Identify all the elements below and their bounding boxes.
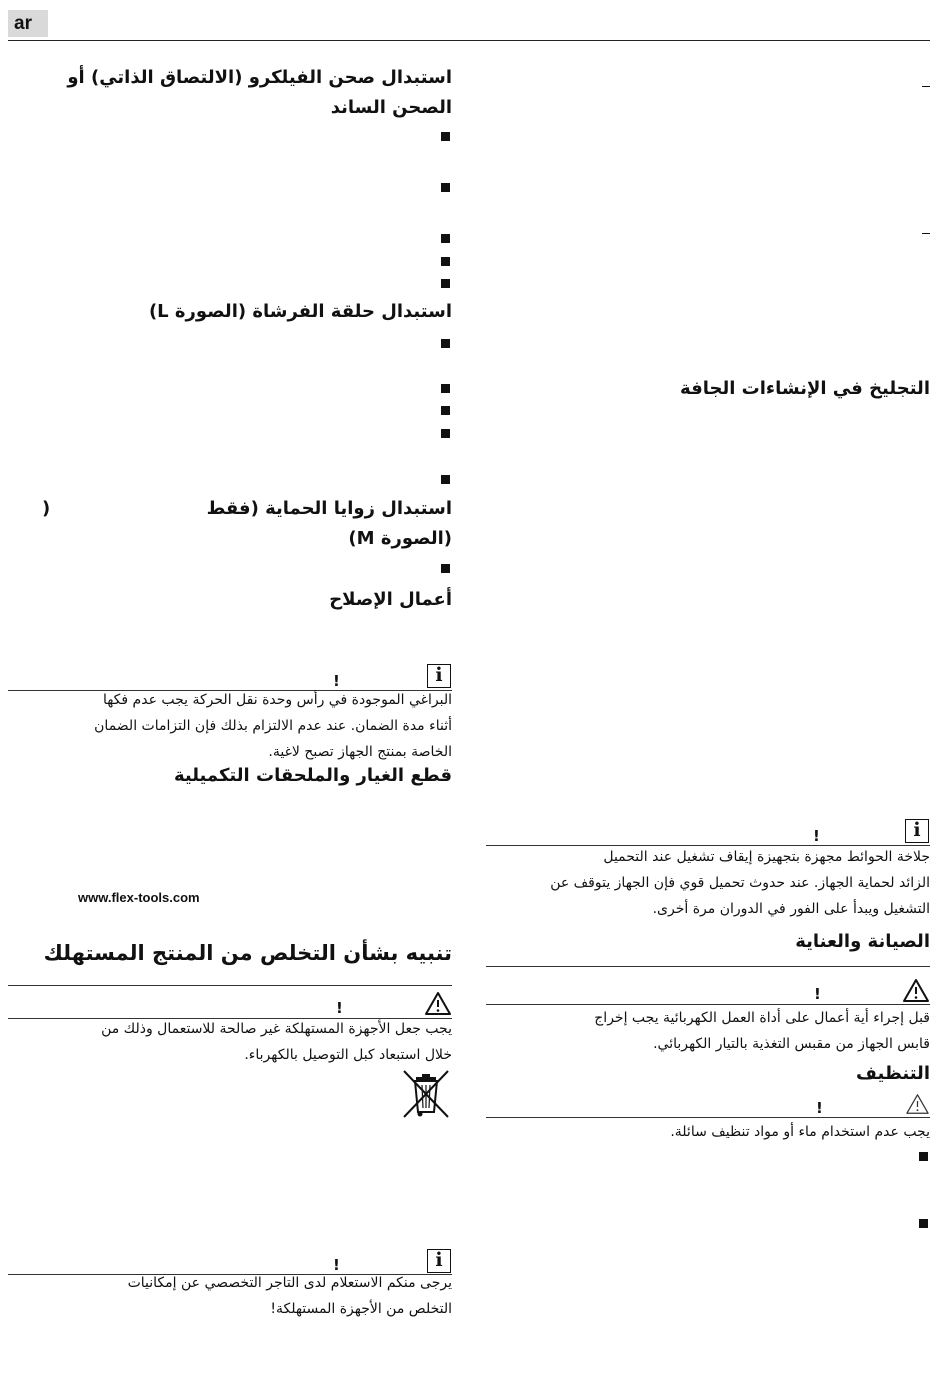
website-link[interactable]: www.flex-tools.com bbox=[78, 890, 200, 905]
note-exclamation: ! bbox=[333, 1256, 340, 1274]
dealer-note-line: التخلص من الأجهزة المستهلكة! bbox=[270, 1301, 452, 1317]
warning-triangle-icon bbox=[902, 978, 930, 1003]
overload-note-line: الزائد لحماية الجهاز. عند حدوث تحميل قوي فإن الجهاز يتوقف عن bbox=[550, 875, 930, 891]
bullet-square bbox=[441, 339, 450, 348]
corner-guard-heading-line2: (الصورة M) bbox=[348, 528, 452, 549]
maintenance-warning-text bbox=[485, 1005, 930, 1057]
disposal-warning-line: خلال استبعاد كبل التوصيل بالكهرباء. bbox=[244, 1047, 452, 1063]
disposal-warning-text bbox=[7, 1016, 452, 1068]
bullet-square bbox=[919, 1152, 928, 1161]
warning-rule bbox=[486, 1117, 930, 1118]
repair-note-text bbox=[7, 687, 452, 765]
repair-note-line: البراغي الموجودة في رأس وحدة نقل الحركة يجب عدم فكها bbox=[102, 692, 452, 708]
warning-triangle-icon bbox=[424, 991, 452, 1016]
repair-note-line: الخاصة بمنتج الجهاز تصبح لاغية. bbox=[268, 744, 452, 760]
repair-heading: أعمال الإصلاح bbox=[329, 589, 452, 610]
info-icon: i bbox=[427, 1249, 451, 1273]
cleaning-heading: التنظيف bbox=[856, 1063, 930, 1084]
maintenance-heading: الصيانة والعناية bbox=[795, 931, 930, 952]
bullet-square bbox=[441, 279, 450, 288]
section-rule bbox=[486, 966, 930, 967]
list-dash bbox=[922, 233, 930, 234]
note-exclamation: ! bbox=[333, 672, 340, 690]
maintenance-warning-line: قبل إجراء أية أعمال على أداة العمل الكهربائية يجب إخراج bbox=[594, 1010, 930, 1026]
spare-parts-heading: قطع الغيار والملحقات التكميلية bbox=[173, 765, 452, 786]
bullet-square bbox=[441, 406, 450, 415]
overload-note-line: التشغيل ويبدأ على الفور في الدوران مرة أخرى. bbox=[652, 901, 930, 917]
bullet-square bbox=[441, 257, 450, 266]
info-icon: i bbox=[905, 819, 929, 843]
drywall-heading: التجليخ في الإنشاءات الجافة bbox=[680, 378, 930, 399]
repair-note-line: أثناء مدة الضمان. عند عدم الالتزام بذلك فإن التزامات الضمان bbox=[94, 718, 452, 734]
corner-guard-heading-paren: ) bbox=[42, 498, 51, 519]
dealer-note-line: يرجى منكم الاستعلام لدى التاجر التخصصي عن إمكانيات bbox=[127, 1275, 452, 1291]
bullet-square bbox=[441, 429, 450, 438]
list-dash bbox=[922, 86, 930, 87]
overload-note-line: جلاخة الحوائط مجهزة بتجهيزة إيقاف تشغيل عند التحميل bbox=[603, 849, 930, 865]
header-rule bbox=[8, 40, 930, 41]
warning-exclamation: ! bbox=[336, 999, 343, 1017]
disposal-heading: تنبيه بشأن التخلص من المنتج المستهلك bbox=[43, 941, 452, 965]
maintenance-warning-line: قابس الجهاز من مقبس التغذية بالتيار الكهربائي. bbox=[653, 1036, 930, 1052]
overload-note-text bbox=[485, 844, 930, 922]
brush-ring-heading: استبدال حلقة الفرشاة (الصورة L) bbox=[148, 301, 452, 322]
note-exclamation: ! bbox=[813, 827, 820, 845]
section-rule bbox=[8, 985, 452, 986]
bullet-square bbox=[441, 132, 450, 141]
warning-exclamation: ! bbox=[814, 985, 821, 1003]
bullet-square bbox=[441, 564, 450, 573]
crossed-bin-icon bbox=[400, 1068, 452, 1120]
dealer-note-text bbox=[7, 1270, 452, 1322]
velcro-heading-line2: الصحن الساند bbox=[330, 97, 452, 118]
bullet-square bbox=[441, 475, 450, 484]
warning-triangle-icon bbox=[905, 1093, 930, 1115]
bullet-square bbox=[441, 183, 450, 192]
corner-guard-heading-line1: استبدال زوايا الحماية (فقط bbox=[206, 498, 452, 519]
disposal-warning-line: يجب جعل الأجهزة المستهلكة غير صالحة للاستعمال وذلك من bbox=[101, 1021, 452, 1037]
info-icon: i bbox=[427, 664, 451, 688]
velcro-heading-line1: استبدال صحن الفيلكرو (الالتصاق الذاتي) أو bbox=[67, 67, 452, 88]
bullet-square bbox=[441, 384, 450, 393]
bullet-square bbox=[919, 1219, 928, 1228]
warning-exclamation: ! bbox=[816, 1099, 823, 1117]
language-badge: ar bbox=[8, 10, 48, 37]
cleaning-warning-text: يجب عدم استخدام ماء أو مواد تنظيف سائلة. bbox=[670, 1124, 930, 1140]
bullet-square bbox=[441, 234, 450, 243]
